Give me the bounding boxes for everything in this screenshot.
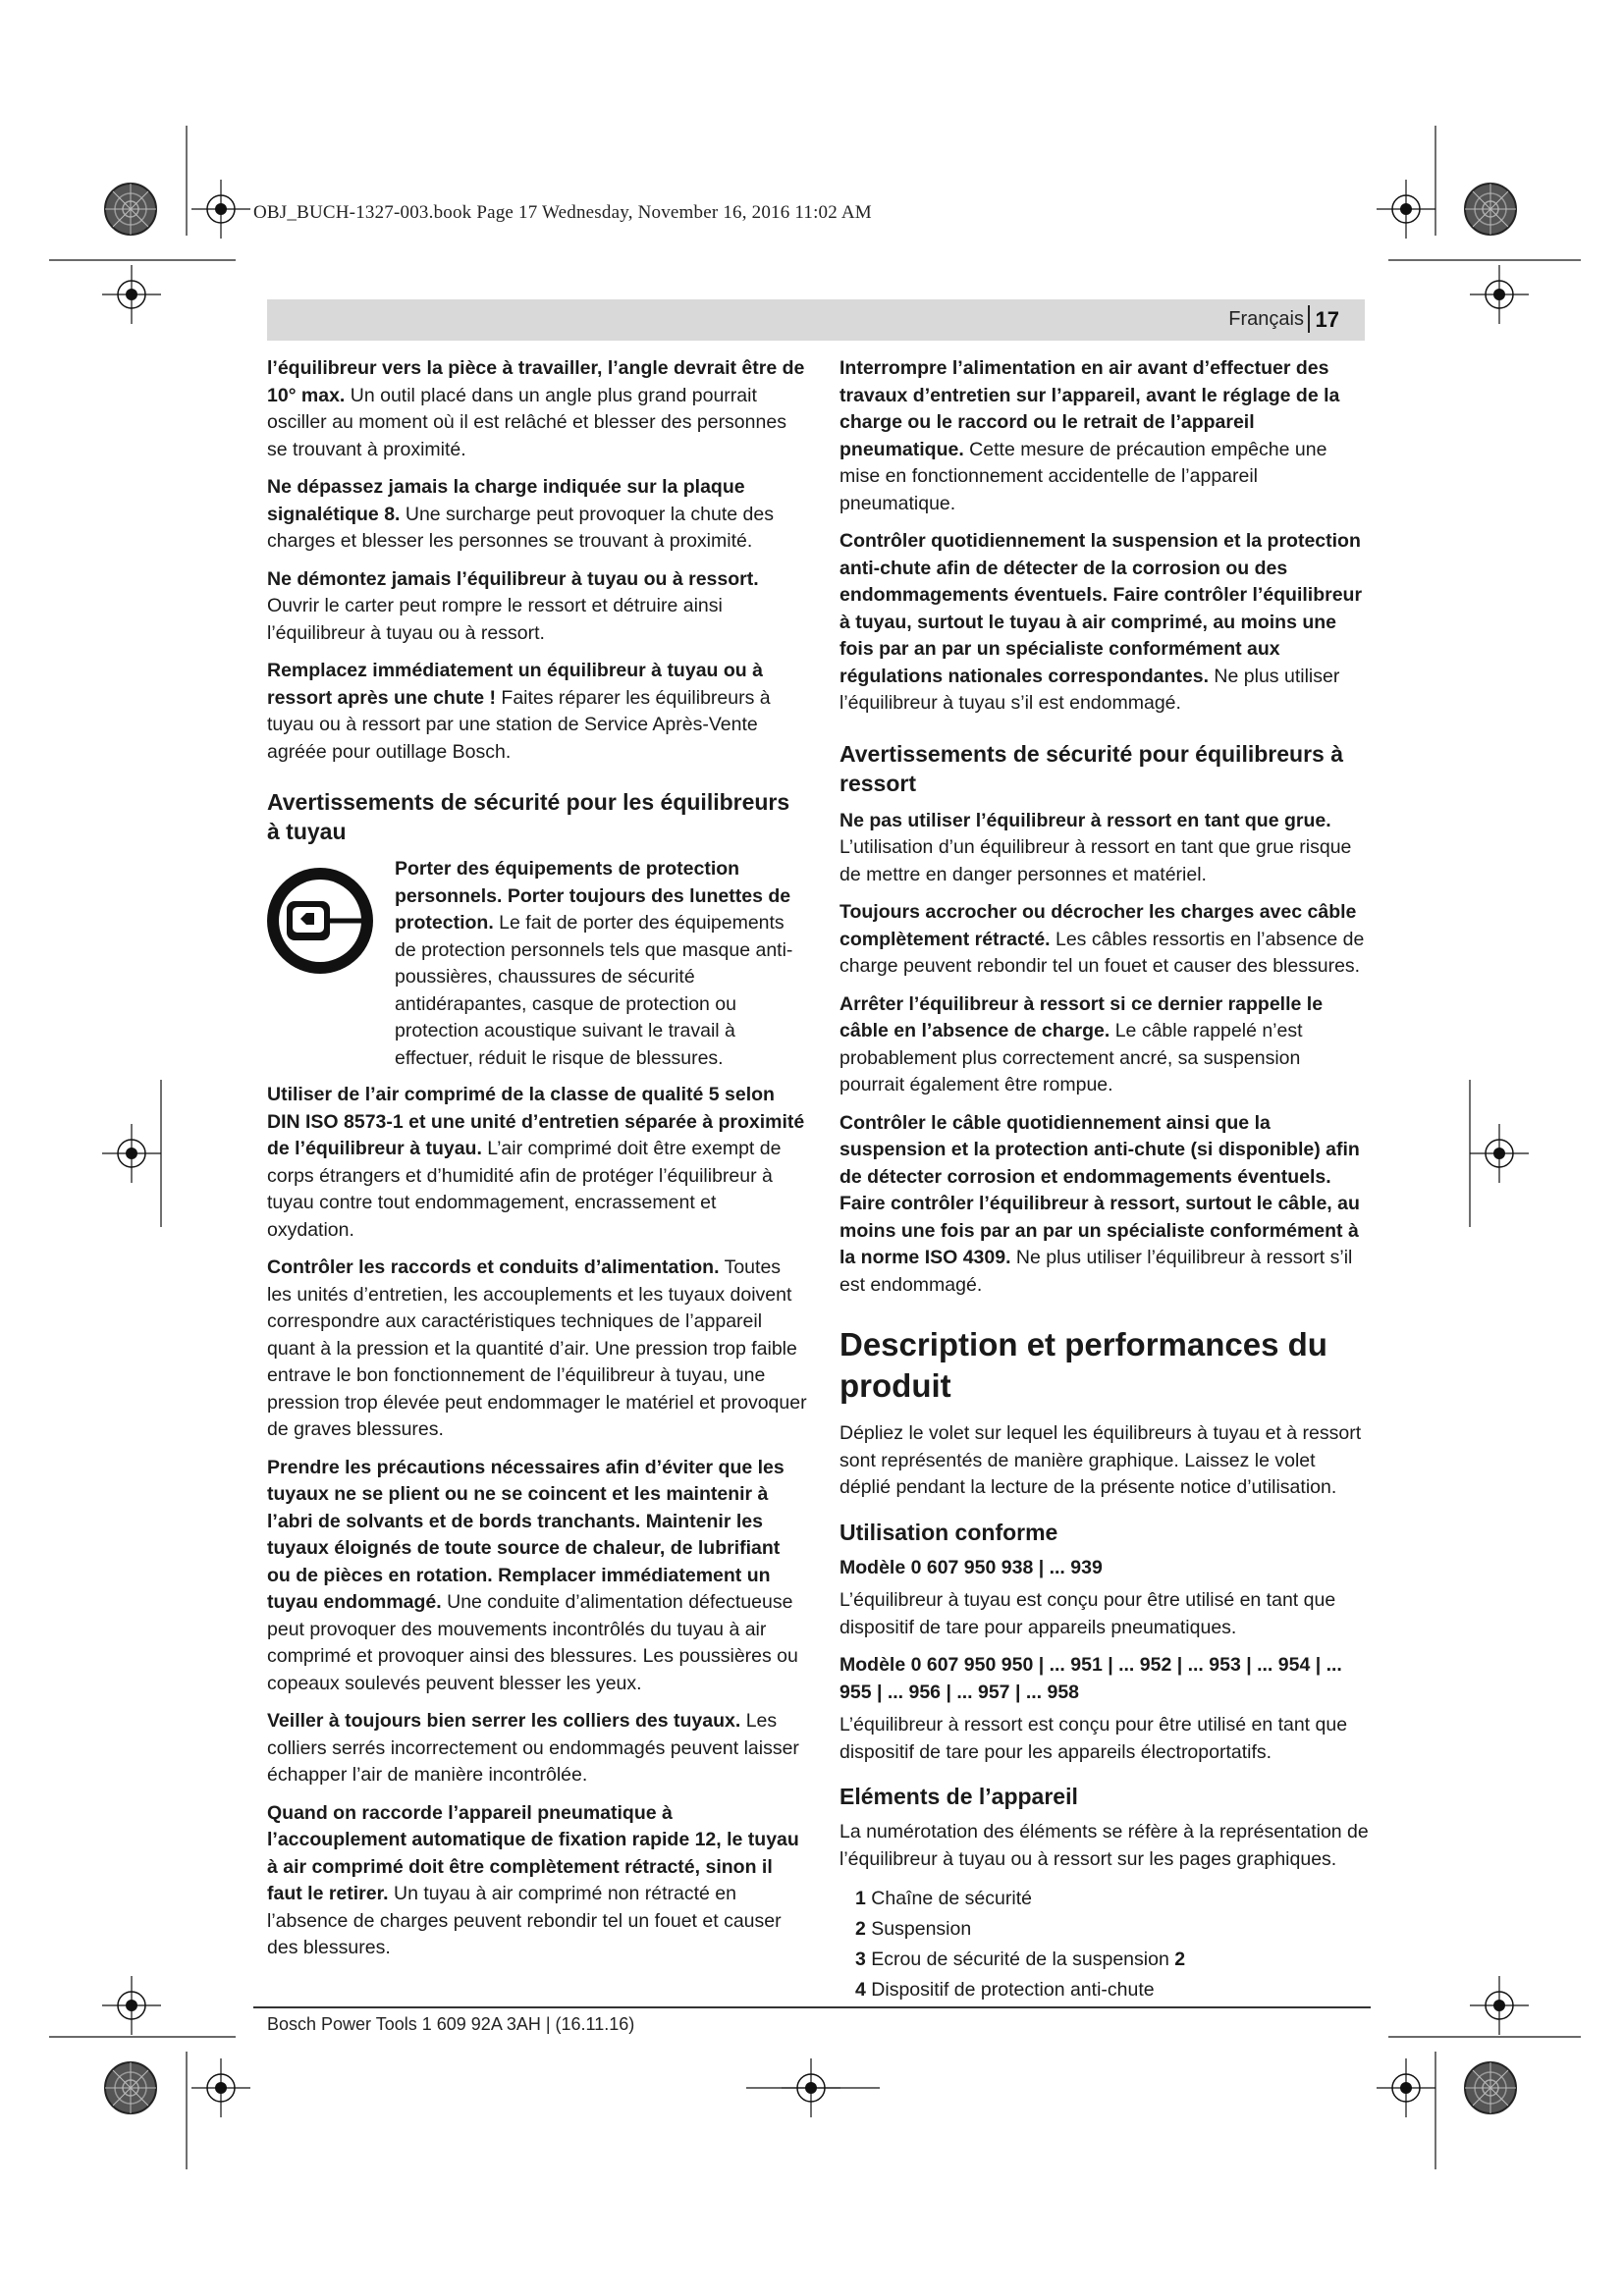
list-label: Suspension: [871, 1918, 972, 1940]
warning-item: [839, 899, 1370, 981]
safety-goggles-icon: [267, 868, 373, 974]
warning-text: Un tuyau à air comprimé non rétracté en l’absence de charges peuvent rebondir tel un fouet et causer des blessures.: [267, 1883, 782, 1958]
section-heading-ressort: Avertissements de sécurité pour équilibreurs à ressort: [839, 740, 1343, 796]
warning-item: [267, 566, 807, 648]
section-heading-tuyau: Avertissements de sécurité pour les équilibreurs à tuyau: [267, 789, 790, 844]
warning-text: Les colliers serrés incorrectement ou endommagés peuvent laisser échapper l’air de manière incontrôlée.: [267, 1710, 799, 1786]
warning-item: [267, 1800, 807, 1962]
warning-item: [267, 1455, 807, 1698]
warning-item: [267, 1082, 807, 1244]
warning-item: [267, 1708, 807, 1789]
intro-bold: l’équilibreur vers la pièce à travailler, l’angle devrait être de 10° max.: [267, 357, 805, 406]
warning-text: L’air comprimé doit être exempt de corps étrangers et d’humidité afin de protéger l’équilibreur à tuyau contre tout endommagement, encrassement et oxydation.: [267, 1138, 782, 1241]
warning-text: L’utilisation d’un équilibreur à ressort en tant que grue risque de mettre en danger personnes et matériel.: [839, 836, 1352, 885]
warning-bold: Ne dépassez jamais la charge indiquée sur la plaque signalétique 8.: [267, 476, 745, 525]
model1-text: L’équilibreur à tuyau est conçu pour être utilisé en tant que dispositif de tare pour appareils pneumatiques.: [839, 1589, 1336, 1638]
warning-bold: Veiller à toujours bien serrer les colliers des tuyaux.: [267, 1710, 741, 1732]
elements-heading: Eléments de l’appareil: [839, 1784, 1078, 1809]
warning-bold: Quand on raccorde l’appareil pneumatique à l’accouplement automatique de fixation rapide 12, le tuyau à air comprimé doit être complètement rétracté, sinon il faut le retirer.: [267, 1801, 799, 1904]
intro-text: Un outil placé dans un angle plus grand pourrait osciller au moment où il est relâché et blesser des personnes se trouvant à proximité.: [267, 384, 786, 460]
goggles-paragraph: [395, 856, 807, 1072]
warning-bold: Utiliser de l’air comprimé de la classe de qualité 5 selon DIN ISO 8573-1 et une unité d’entretien séparée à proximité de l’équilibreur à tuyau.: [267, 1084, 805, 1159]
warning-bold: Prendre les précautions nécessaires afin d’éviter que les tuyaux ne se plient ou ne se coincent et les maintenir à l’abri de solvants et de bords tranchants. Maintenir les tuyaux éloignés de toute source de chaleur, de lubrifiant ou de pièces en rotation. Remplacer immédiatement un tuyau endommagé.: [267, 1456, 785, 1613]
goggles-text: Le fait de porter des équipements de protection personnels tels que masque anti-poussières, chaussures de sécurité antidérapantes, casque de protection ou protection acoustique suivant le travail à effectuer, réduit le risque de blessures.: [395, 912, 793, 1069]
warning-item: [839, 808, 1370, 889]
warning-text: Cette mesure de précaution empêche une mise en fonctionnement accidentelle de l’appareil pneumatique.: [839, 438, 1327, 514]
left-column: [267, 355, 807, 1973]
warning-bold: Ne pas utiliser l’équilibreur à ressort en tant que grue.: [839, 809, 1331, 831]
right-column: [839, 355, 1370, 2005]
list-number: 4: [855, 1979, 866, 2001]
warning-bold: Ne démontez jamais l’équilibreur à tuyau ou à ressort.: [267, 567, 759, 590]
warning-item: [267, 474, 807, 556]
section-title: Description et performances du produit: [839, 1326, 1327, 1404]
list-item: [839, 1945, 1370, 1975]
goggles-notice: [267, 856, 807, 1072]
warning-item: [839, 1110, 1370, 1300]
list-label: Chaîne de sécurité: [871, 1888, 1032, 1909]
page-number: 17: [1315, 307, 1339, 332]
list-item: [839, 1975, 1370, 2005]
warning-text: Ne plus utiliser l’équilibreur à ressort s’il est endommagé.: [839, 1247, 1353, 1296]
warning-text: Une surcharge peut provoquer la chute des charges et blesser les personnes se trouvant à proximité.: [267, 503, 774, 552]
warning-item: [267, 1255, 807, 1444]
list-number: 3: [855, 1949, 866, 1970]
warning-bold: Remplacez immédiatement un équilibreur à tuyau ou à ressort après une chute !: [267, 660, 763, 709]
intro-paragraph: [267, 355, 807, 463]
list-number: 1: [855, 1888, 866, 1909]
warning-text: Le câble rappelé n’est probablement plus correctement ancré, sa suspension pourrait également être rompue.: [839, 1020, 1303, 1095]
warning-item: [839, 528, 1370, 718]
warning-bold: Contrôler le câble quotidiennement ainsi que la suspension et la protection anti-chute (si disponible) afin de détecter corrosion et endommagements éventuels. Faire contrôler l’équilibreur à ressort, surtout le câble, au moins une fois par an par un spécialiste conformément à la norme ISO 4309.: [839, 1111, 1360, 1268]
warning-bold: Contrôler quotidiennement la suspension et la protection anti-chute afin de détecter de la corrosion ou des endommagements éventuels. Faire contrôler l’équilibreur à tuyau, surtout le tuyau à air comprimé, au moins une fois par an par un spécialiste conformément aux régulations nationales correspondantes.: [839, 530, 1363, 687]
page-footer: Bosch Power Tools 1 609 92A 3AH | (16.11.16): [267, 2014, 635, 2034]
page-header: [267, 299, 1365, 341]
warning-bold: Interrompre l’alimentation en air avant d’effectuer des travaux d’entretien sur l’appareil, avant le réglage de la charge ou le raccord ou le retrait de l’appareil pneumatique.: [839, 357, 1340, 460]
list-item: [839, 1884, 1370, 1914]
list-item: [839, 1914, 1370, 1945]
model2-text: L’équilibreur à ressort est conçu pour être utilisé en tant que dispositif de tare pour les appareils électroportatifs.: [839, 1714, 1348, 1763]
warning-item: [839, 991, 1370, 1099]
utilisation-heading: Utilisation conforme: [839, 1519, 1058, 1545]
warning-text: Ne plus utiliser l’équilibreur à tuyau s’il est endommagé.: [839, 665, 1340, 714]
list-label: Ecrou de sécurité de la suspension: [871, 1949, 1175, 1970]
warning-text: Faites réparer les équilibreurs à tuyau ou à ressort par une station de Service Après-Vente agréée pour outillage Bosch.: [267, 686, 771, 763]
warning-item: [839, 355, 1370, 517]
list-number: 2: [855, 1918, 866, 1940]
model2-heading: Modèle 0 607 950 950 | ... 951 | ... 952 | ... 953 | ... 954 | ... 955 | ... 956 | ... 957 | ... 958: [839, 1654, 1342, 1703]
print-slug: OBJ_BUCH-1327-003.book Page 17 Wednesday, November 16, 2016 11:02 AM: [253, 202, 872, 223]
list-label: Dispositif de protection anti-chute: [871, 1979, 1155, 2001]
list-ref: 2: [1174, 1949, 1186, 1970]
section-intro: Dépliez le volet sur lequel les équilibreurs à tuyau et à ressort sont représentés de manière graphique. Laissez le volet déplié pendant la lecture de la présente notice d’utilisation.: [839, 1422, 1362, 1498]
model1-heading: Modèle 0 607 950 938 | ... 939: [839, 1556, 1103, 1578]
header-separator: [1308, 305, 1310, 333]
goggles-bold: Porter des équipements de protection personnels. Porter toujours des lunettes de protection.: [395, 858, 791, 934]
warning-bold: Contrôler les raccords et conduits d’alimentation.: [267, 1256, 720, 1278]
warning-bold: Arrêter l’équilibreur à ressort si ce dernier rappelle le câble en l’absence de charge.: [839, 992, 1324, 1041]
language-label: Français: [1228, 308, 1304, 330]
elements-intro: La numérotation des éléments se réfère à la représentation de l’équilibreur à tuyau ou à ressort sur les pages graphiques.: [839, 1821, 1369, 1870]
warning-item: [267, 658, 807, 766]
warning-text: Toutes les unités d’entretien, les accouplements et les tuyaux doivent correspondre aux caractéristiques techniques de l’appareil quant à la pression et la quantité d’air. Une pression trop faible entrave le bon fonctionnement de l’équilibreur à tuyau, une pression trop élevée peut endommager le matériel et provoquer de graves blessures.: [267, 1256, 807, 1440]
footer-rule: [253, 2006, 1371, 2008]
warning-text: Les câbles ressortis en l’absence de charge peuvent rebondir tel un fouet et causer des blessures.: [839, 928, 1365, 977]
warning-text: Ouvrir le carter peut rompre le ressort et détruire ainsi l’équilibreur à tuyau ou à ressort.: [267, 595, 723, 644]
warning-bold: Toujours accrocher ou décrocher les charges avec câble complètement rétracté.: [839, 901, 1357, 950]
warning-text: Une conduite d’alimentation défectueuse peut provoquer des mouvements incontrôlés du tuyau à air comprimé et provoquer ainsi des blessures. Les poussières ou copeaux soulevés peuvent blesser les yeux.: [267, 1591, 798, 1694]
